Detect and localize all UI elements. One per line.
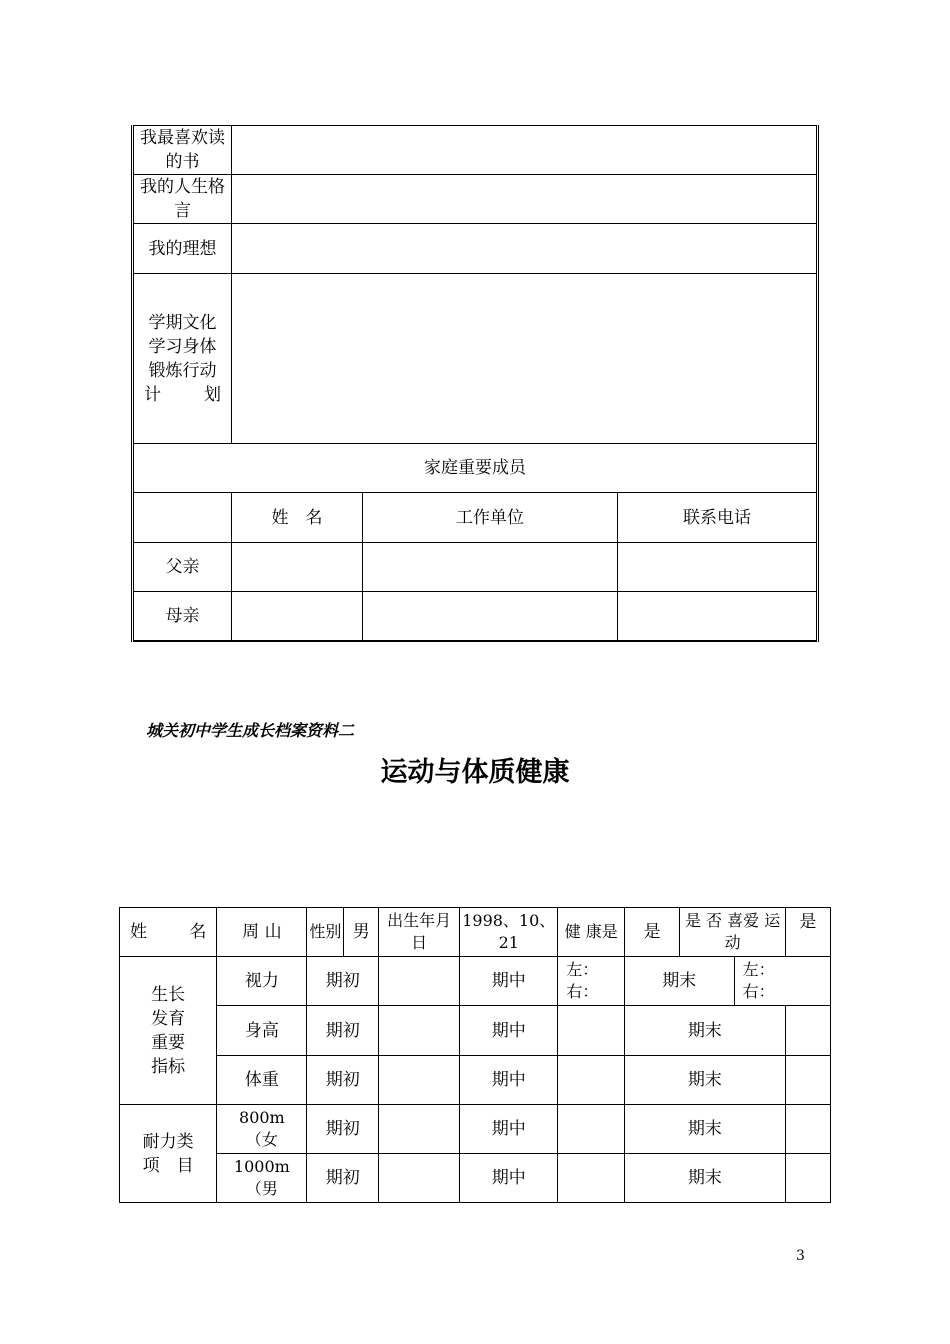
vision-end-right: 右： xyxy=(742,982,775,1001)
father-name-field[interactable] xyxy=(232,543,363,592)
birth-value: 1998、10、21 xyxy=(460,908,558,957)
favorite-book-field[interactable] xyxy=(232,126,818,175)
mother-name-field[interactable] xyxy=(232,592,363,641)
height-mid-field[interactable] xyxy=(558,1006,625,1056)
name-label xyxy=(120,908,217,957)
vision-term-mid: 期中 xyxy=(460,957,558,1006)
run800-term-start: 期初 xyxy=(307,1105,379,1154)
mother-label: 母亲 xyxy=(133,592,232,641)
plan-label-last-left: 计 xyxy=(144,384,161,405)
height-term-start: 期初 xyxy=(307,1006,379,1056)
vision-mid-left: 左： xyxy=(566,960,599,979)
weight-end-field[interactable] xyxy=(785,1056,830,1105)
father-label: 父亲 xyxy=(133,543,232,592)
col-name-header: 姓 名 xyxy=(232,493,363,543)
weight-term-end: 期末 xyxy=(625,1056,786,1105)
name-label-right: 名 xyxy=(189,922,207,942)
fitness-table xyxy=(119,907,831,1203)
likes-sport-value: 是 xyxy=(785,908,830,957)
health-value: 是 xyxy=(625,908,680,957)
run1000-end-field[interactable] xyxy=(785,1154,830,1203)
col-phone-header: 联系电话 xyxy=(618,493,818,543)
name-label-left: 姓 xyxy=(130,922,147,942)
vision-term-start: 期初 xyxy=(307,957,379,1006)
height-end-field[interactable] xyxy=(785,1006,830,1056)
mother-phone-field[interactable] xyxy=(618,592,818,641)
vision-end-field[interactable] xyxy=(734,957,830,1006)
personal-info-table xyxy=(131,125,819,642)
weight-mid-field[interactable] xyxy=(558,1056,625,1105)
family-heading: 家庭重要成员 xyxy=(133,444,818,493)
vision-mid-field[interactable] xyxy=(558,957,625,1006)
father-phone-field[interactable] xyxy=(618,543,818,592)
run800-mid-field[interactable] xyxy=(558,1105,625,1154)
weight-term-start: 期初 xyxy=(307,1056,379,1105)
run800-start-field[interactable] xyxy=(379,1105,460,1154)
life-motto-field[interactable] xyxy=(232,175,818,224)
col-work-header: 工作单位 xyxy=(363,493,618,543)
life-motto-label: 我的人生格言 xyxy=(133,175,232,224)
height-label: 身高 xyxy=(217,1006,307,1056)
run1000-start-field[interactable] xyxy=(379,1154,460,1203)
vision-label: 视力 xyxy=(217,957,307,1006)
weight-start-field[interactable] xyxy=(379,1056,460,1105)
favorite-book-label: 我最喜欢读的书 xyxy=(133,126,232,175)
vision-start-field[interactable] xyxy=(379,957,460,1006)
run800-term-end: 期末 xyxy=(625,1105,786,1154)
gender-label: 性别 xyxy=(307,908,344,957)
vision-mid-right: 右： xyxy=(566,982,599,1001)
study-plan-label xyxy=(133,274,232,444)
plan-label-line-1: 学期文化 xyxy=(148,312,217,333)
run1000-term-start: 期初 xyxy=(307,1154,379,1203)
run800-label: 800m（女 xyxy=(217,1105,307,1154)
family-header-blank xyxy=(133,493,232,543)
gender-value: 男 xyxy=(344,908,379,957)
plan-label-line-2: 学习身体 xyxy=(148,336,217,357)
mother-work-field[interactable] xyxy=(363,592,618,641)
plan-label-line-3: 锻炼行动 xyxy=(148,360,217,381)
run1000-term-end: 期末 xyxy=(625,1154,786,1203)
plan-label-last-right: 划 xyxy=(204,384,221,405)
weight-label: 体重 xyxy=(217,1056,307,1105)
height-start-field[interactable] xyxy=(379,1006,460,1056)
endurance-label: 耐力类项 目 xyxy=(120,1105,217,1203)
run1000-label: 1000m（男 xyxy=(217,1154,307,1203)
vision-end-left: 左： xyxy=(742,960,775,979)
page-number: 3 xyxy=(796,1248,805,1264)
name-value: 周 山 xyxy=(217,908,307,957)
section-subtitle: 城关初中学生成长档案资料二 xyxy=(146,721,355,740)
birth-label: 出生年月日 xyxy=(379,908,460,957)
vision-term-end: 期末 xyxy=(625,957,735,1006)
likes-sport-label: 是 否 喜爱 运动 xyxy=(680,908,786,957)
father-work-field[interactable] xyxy=(363,543,618,592)
study-plan-field[interactable] xyxy=(232,274,818,444)
ideal-label: 我的理想 xyxy=(133,224,232,274)
growth-label: 生长发育重要指标 xyxy=(120,957,217,1105)
run1000-term-mid: 期中 xyxy=(460,1154,558,1203)
run800-term-mid: 期中 xyxy=(460,1105,558,1154)
height-term-mid: 期中 xyxy=(460,1006,558,1056)
ideal-field[interactable] xyxy=(232,224,818,274)
height-term-end: 期末 xyxy=(625,1006,786,1056)
weight-term-mid: 期中 xyxy=(460,1056,558,1105)
health-label: 健 康是 xyxy=(558,908,625,957)
run1000-mid-field[interactable] xyxy=(558,1154,625,1203)
run800-end-field[interactable] xyxy=(785,1105,830,1154)
section-title: 运动与体质健康 xyxy=(380,757,570,788)
